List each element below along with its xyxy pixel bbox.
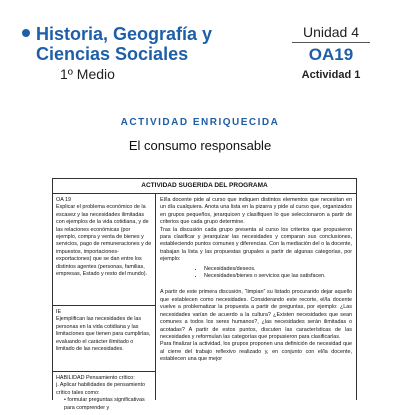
table-header: ACTIVIDAD SUGERIDA DEL PROGRAMA xyxy=(53,179,356,194)
activity-title: El consumo responsable xyxy=(128,138,272,153)
unit-divider xyxy=(292,42,370,43)
section-label: ACTIVIDAD ENRIQUECIDA xyxy=(120,117,280,128)
table-body xyxy=(53,194,356,411)
category-item: • Necesidades/deseos. xyxy=(204,266,352,273)
skill-cell-item: j. Aplicar habilidades de pensamiento crítico tales como: xyxy=(56,382,146,396)
skill-cell xyxy=(53,372,155,415)
objective-cell-text: Explicar el problema económico de la escasez y las necesidades ilimitadas con ejemplos de la vida cotidiana, y de las relaciones económicas (por ejemplo, compra y venta de bienes y servicios, pago de remuneraciones y de impuestos, importaciones-exportaciones) que se dan entre los distintos agentes (personas, familias, empresas, Estado y resto del mundo). xyxy=(56,204,152,278)
activity-paragraph-4: Para finalizar la actividad, los grupos proponen una definición de necesidad que al cierre del trabajo reflexivo realizado y, en conjunto con el/la docente, establecen una que mejor xyxy=(160,341,352,363)
indicator-cell xyxy=(53,306,155,372)
objective-cell-code: OA 19 xyxy=(56,197,71,203)
objective-cell xyxy=(53,194,155,306)
skill-sublist xyxy=(56,397,152,412)
spacer xyxy=(160,282,352,289)
document-header xyxy=(22,24,262,82)
unit-box xyxy=(292,24,370,81)
bullet-dot-icon xyxy=(22,29,30,37)
activity-number: Actividad 1 xyxy=(301,69,361,81)
unit-label: Unidad 4 xyxy=(302,24,360,40)
indicator-cell-code: IE xyxy=(56,309,62,315)
skill-cell-title: HABILIDAD Pensamiento crítico: xyxy=(56,375,135,381)
objective-code: OA19 xyxy=(308,45,354,64)
activity-table xyxy=(52,178,357,411)
activity-paragraph-1: El/la docente pide al curso que indiquen distintos elementos que necesitan en un día cualquiera. Anota una lista en la pizarra y pide al curso que, organizados en grupos pequeños, jerarquicen y clasifiquen lo que seleccionaron a partir de criterios que cada grupo determine. xyxy=(160,197,352,226)
skill-sublist-item: • formular preguntas significativas para comprender y xyxy=(64,397,152,412)
activity-paragraph-3: A partir de este primera discusión, “limpian” su listado procurando dejar aquello que establecen como necesidades. Considerando este recorte, el/la docente vuelve a problematizar la propuesta a partir de preguntas, por ejemplo: ¿Las necesidades varían de acuerdo a la cultura? ¿Existen necesidades que sean comunes a todos los seres humanos?, ¿las necesidades serán ilimitadas o acotadas? A partir de estos puntos, discuten las características de las necesidades y reformulan las categorías que propusieron para clasificarlas. xyxy=(160,289,352,340)
indicator-cell-text: Ejemplifican las necesidades de las personas en la vida cotidiana y las limitaciones que tienen para cumplirlas, evaluando el carácter ilimitado o limitado de las necesidades. xyxy=(56,316,151,353)
subject-title: Historia, Geografía y Ciencias Sociales xyxy=(36,24,213,64)
grade-level: 1º Medio xyxy=(60,66,115,82)
table-right-column xyxy=(156,194,356,400)
category-item: • Necesidades/bienes o servicios que las satisfacen. xyxy=(204,273,352,280)
category-list xyxy=(160,266,352,281)
table-left-column xyxy=(53,194,156,411)
activity-paragraph-2: Tras la discusión cada grupo presenta al curso los criterios que propusieron para clasificar y jerarquizar las necesidades y comparan sus conclusiones, estableciendo puntos comunes y diferencias. Con la mediación del o la docente, trabajan la lista y las propuestas grupales a partir de algunas categorías, por ejemplo: xyxy=(160,226,352,263)
